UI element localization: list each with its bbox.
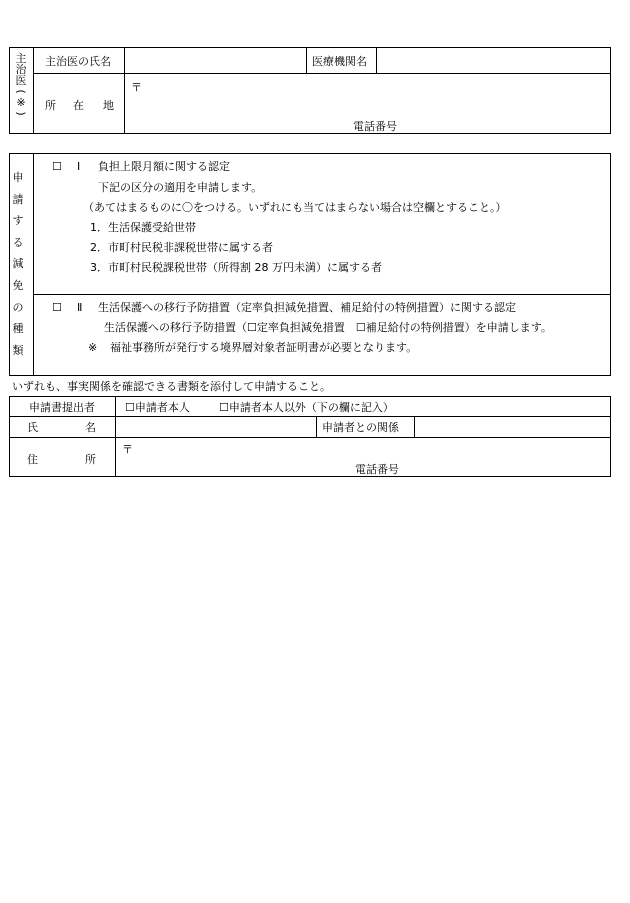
physician-name-field[interactable] [125,48,305,72]
physician-side-divider [33,47,34,134]
submitter-option-self[interactable]: ☐申請者本人 [125,401,190,414]
submitter-option-other[interactable]: ☐申請者本人以外（下の欄に記入） [219,401,394,414]
submitter-name-field[interactable] [116,417,315,436]
institution-label: 医療機関名 [312,55,367,68]
section1-option-2[interactable]: 2．市町村民税非課税世帯に属する者 [90,241,273,254]
section2-note: 福祉事務所が発行する境界層対象者証明書が必要となります。 [110,341,418,354]
physician-phone-label: 電話番号 [353,120,397,133]
section1-option-1[interactable]: 1．生活保護受給世帯 [90,221,196,234]
section2-checkbox[interactable]: ☐ [52,301,62,314]
section1-option-3[interactable]: 3．市町村民税課税世帯（所得割 28 万円未満）に属する者 [90,261,382,274]
section1-line1: 下記の区分の適用を申請します。 [98,181,263,194]
institution-label-left-divider [306,47,307,73]
submitter-postal-mark: 〒 [122,443,133,456]
institution-field[interactable] [377,48,610,72]
physician-name-label: 主治医の氏名 [45,55,111,68]
section2-title: 生活保護への移行予防措置（定率負担減免措置、補足給付の特例措置）に関する認定 [98,301,516,314]
section1-checkbox[interactable]: ☐ [52,160,62,173]
relation-label-left-divider [316,416,317,437]
submitter-phone-label: 電話番号 [355,463,399,476]
attachment-note: いずれも、事実関係を確認できる書類を添付して申請すること。 [12,380,331,393]
reduction-section-divider [33,294,611,295]
relation-label: 申請者との関係 [322,421,399,434]
reduction-side-divider [33,153,34,376]
physician-postal-mark: 〒 [131,81,142,94]
section2-line1: 生活保護への移行予防措置（☐定率負担減免措置 ☐補足給付の特例措置）を申請します。 [104,321,552,334]
section1-line2: （あてはまるものに〇をつける。いずれにも当てはまらない場合は空欄とすること。） [83,201,507,214]
section2-note-mark: ※ [88,341,98,354]
physician-side-label: 主 治 医 ( ※ ) [14,52,28,116]
section2-numeral: Ⅱ [77,301,83,314]
relation-field[interactable] [415,417,610,436]
section1-title: 負担上限月額に関する認定 [98,160,230,173]
reduction-side-label: 申 請 す る 減 免 の 種 類 [12,171,24,357]
submitter-label: 申請書提出者 [29,401,95,414]
section1-numeral: Ⅰ [77,160,81,173]
